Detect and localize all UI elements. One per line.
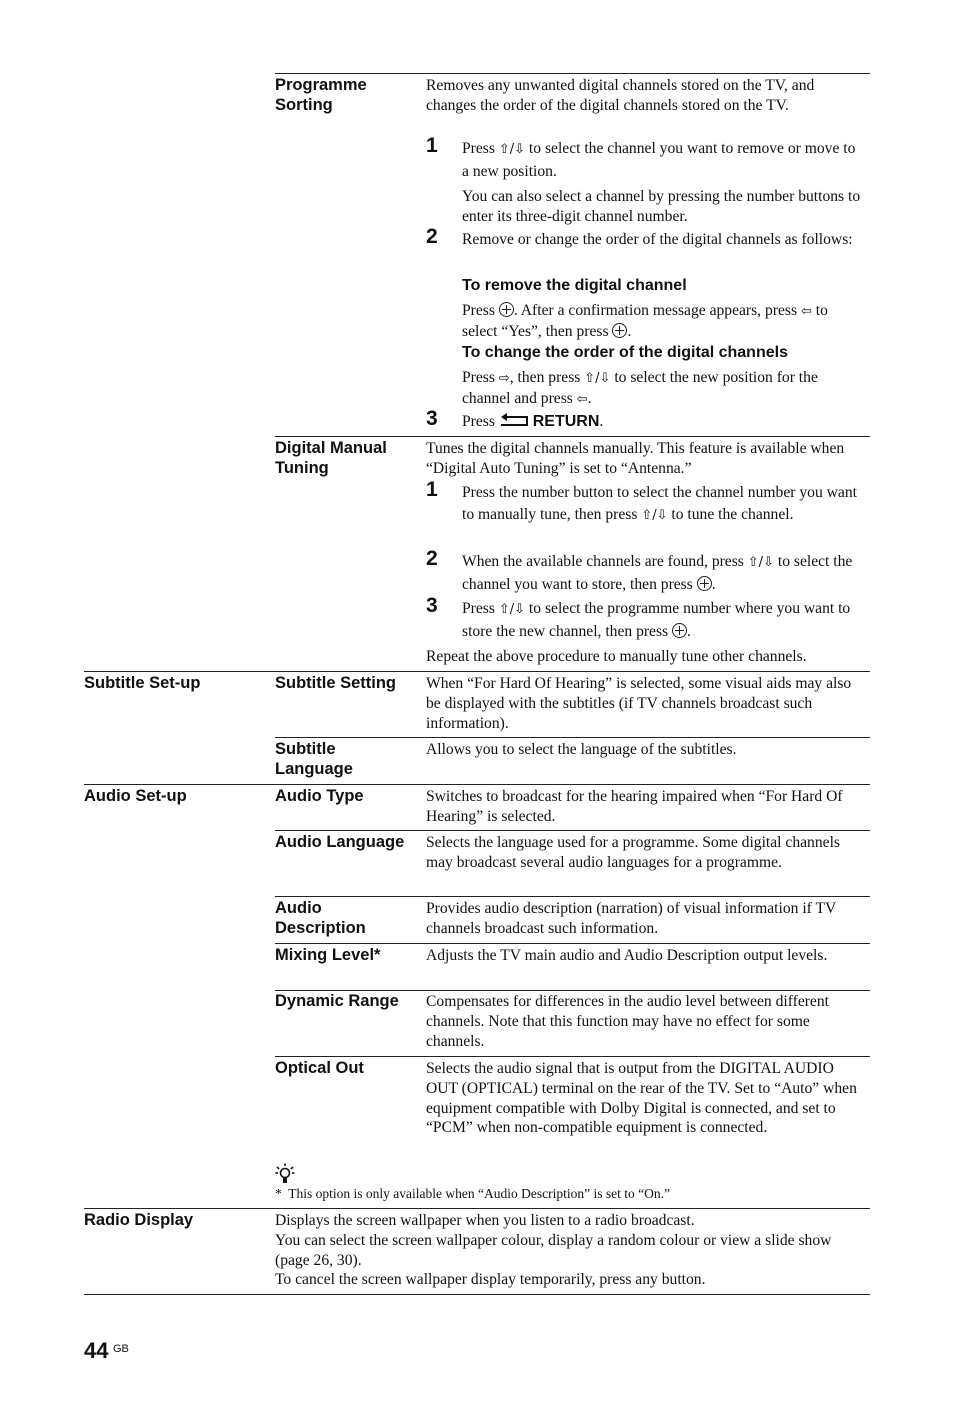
step-number: 3 (426, 407, 438, 430)
label-subtitle-language: Subtitle Language (275, 740, 353, 778)
remove-channel-heading: To remove the digital channel (462, 277, 687, 294)
label-subtitle-setting: Subtitle Setting (275, 674, 396, 692)
programme-sorting-intro: Removes any unwanted digital channels stored on the TV, and changes the order of the digital channels stored on the TV. (426, 77, 815, 114)
label-dynamic-range: Dynamic Range (275, 992, 399, 1010)
label-audio-language: Audio Language (275, 833, 405, 851)
enter-circle-icon (672, 623, 687, 638)
rule (275, 943, 870, 944)
digital-manual-tuning-outro: Repeat the above procedure to manually tune other channels. (426, 648, 807, 665)
left-arrow-icon: ⇦ (576, 391, 588, 407)
step-number: 3 (426, 594, 438, 617)
rule-bottom (84, 1294, 870, 1295)
enter-circle-icon (612, 323, 627, 338)
dmt-step-3-text: Press ⇧/⇩ to select the programme number where you want to store the new channel, then press . (462, 600, 851, 640)
up-down-arrows-icon: ⇧/⇩ (498, 142, 526, 157)
dynamic-range-desc: Compensates for differences in the audio level between different channels. Note that this function may have no effect for some channels. (426, 993, 829, 1050)
rule (275, 830, 870, 831)
up-down-arrows-icon: ⇧/⇩ (641, 507, 668, 523)
right-arrow-icon: ⇨ (498, 371, 510, 386)
optical-out-desc: Selects the audio signal that is output from the DIGITAL AUDIO OUT (OPTICAL) terminal on the rear of the TV. Set to “Auto” when equipment compatible with Dolby Digital is connected, and set to “PCM” when non-compatible equipment is connected. (426, 1060, 857, 1137)
left-arrow-icon: ⇦ (800, 304, 812, 319)
audio-description-desc: Provides audio description (narration) of visual information if TV channels broadcast such information. (426, 900, 836, 937)
dmt-step-1-text: Press the number button to select the channel number you want to manually tune, then press ⇧/⇩ to tune the channel. (462, 484, 857, 523)
category-radio-display: Radio Display (84, 1211, 194, 1229)
footnote: * This option is only available when “Audio Description” is set to “On.” (275, 1186, 670, 1201)
step-number: 1 (426, 134, 438, 157)
return-icon (499, 413, 529, 427)
rule-top (275, 73, 870, 74)
up-down-arrows-icon: ⇧/⇩ (498, 602, 526, 617)
ps-step-1-text: Press ⇧/⇩ to select the channel you want to remove or move to a new position. (462, 140, 856, 180)
label-programme-sorting: Programme Sorting (275, 76, 367, 114)
step-number: 2 (426, 225, 438, 248)
category-subtitle-setup: Subtitle Set-up (84, 674, 201, 692)
label-mixing-level: Mixing Level* (275, 946, 381, 964)
dmt-step-2-text: When the available channels are found, press ⇧/⇩ to select the channel you want to store, then press . (462, 553, 853, 593)
rule (275, 1056, 870, 1057)
up-down-arrows-icon: ⇧/⇩ (747, 555, 774, 570)
remove-channel-text: Press . After a confirmation message appears, press ⇦ to select “Yes”, then press . (462, 302, 828, 340)
subtitle-language-desc: Allows you to select the language of the subtitles. (426, 741, 737, 758)
page-number: 44 $^{GB}$ (84, 1338, 129, 1363)
rule (84, 1208, 870, 1209)
ps-step-2-text: Remove or change the order of the digital channels as follows: (462, 231, 853, 248)
subtitle-setting-desc: When “For Hard Of Hearing” is selected, some visual aids may also be displayed with the subtitles (if TV channels broadcast such information). (426, 675, 852, 732)
enter-circle-icon (499, 302, 514, 317)
audio-language-desc: Selects the language used for a programme. Some digital channels may broadcast several audio languages for a programme. (426, 834, 840, 871)
change-order-heading: To change the order of the digital channels (462, 344, 788, 361)
hint-lightbulb-icon (275, 1163, 295, 1185)
step-number: 2 (426, 547, 438, 570)
rule (84, 671, 870, 672)
category-audio-setup: Audio Set-up (84, 787, 187, 805)
ps-step-1-note: You can also select a channel by pressing the number buttons to enter its three-digit channel number. (462, 188, 861, 225)
enter-circle-icon (697, 576, 712, 591)
audio-type-desc: Switches to broadcast for the hearing impaired when “For Hard Of Hearing” is selected. (426, 788, 843, 825)
change-order-text: Press ⇨, then press ⇧/⇩ to select the new position for the channel and press ⇦. (462, 369, 818, 407)
step-number: 1 (426, 478, 438, 501)
label-audio-type: Audio Type (275, 787, 364, 805)
ps-step-3-text: Press RETURN. (462, 413, 604, 430)
mixing-level-desc: Adjusts the TV main audio and Audio Description output levels. (426, 947, 828, 964)
label-digital-manual-tuning: Digital Manual Tuning (275, 439, 387, 477)
digital-manual-tuning-intro: Tunes the digital channels manually. This feature is available when “Digital Auto Tuning” is set to “Antenna.” (426, 440, 845, 477)
rule (275, 737, 870, 738)
rule (275, 436, 870, 437)
rule (84, 784, 870, 785)
label-audio-description: Audio Description (275, 899, 366, 937)
radio-display-desc: Displays the screen wallpaper when you listen to a radio broadcast. You can select the screen wallpaper colour, display a random colour or view a slide show (page 26, 30). To cancel the screen wallpaper display temporarily, press any button. (275, 1212, 832, 1289)
rule (275, 896, 870, 897)
up-down-arrows-icon: ⇧/⇩ (584, 371, 611, 386)
label-optical-out: Optical Out (275, 1059, 364, 1077)
